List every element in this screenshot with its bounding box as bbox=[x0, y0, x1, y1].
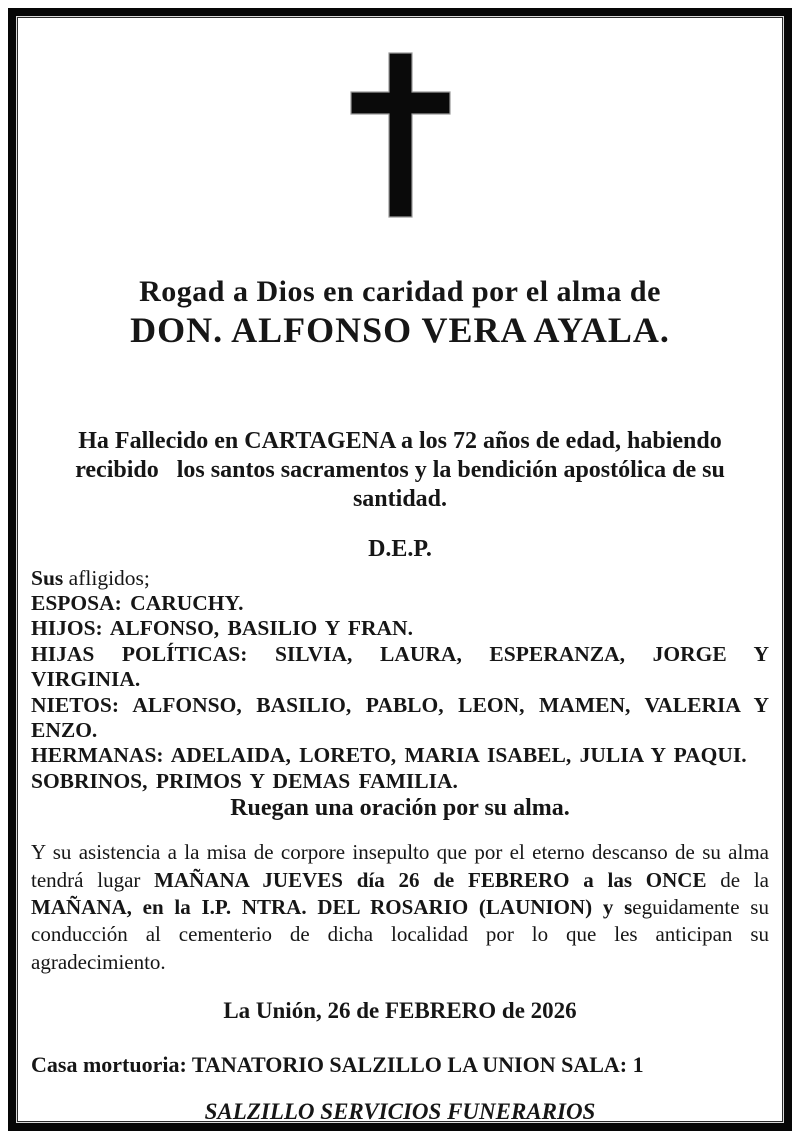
text-line: santidad. bbox=[352, 486, 448, 512]
text-line: HIJAS POLÍTICAS: SILVIA, LAURA, ESPERANZA, JORGE Y VIRGINIA. bbox=[31, 641, 769, 692]
invocation-line: Rogad a Dios en caridad por el alma de bbox=[139, 275, 661, 308]
text-line: ESPOSA: CARUCHY. bbox=[31, 591, 244, 615]
text-segment: eguidamente su conducción al cementerio de dicha localidad por lo que les anticipan su agradecimiento. bbox=[31, 895, 769, 974]
dateline: La Unión, 26 de FEBRERO de 2026 bbox=[223, 998, 577, 1024]
text-line: HERMANAS: ADELAIDA, LORETO, MARIA ISABEL, JULIA Y PAQUI. bbox=[31, 743, 747, 768]
prayer-line: Ruegan una oración por su alma. bbox=[230, 795, 570, 822]
text-line: HIJOS: ALFONSO, BASILIO Y FRAN. bbox=[31, 616, 413, 641]
funeral-details-paragraph bbox=[31, 839, 769, 976]
text-segment: MAÑANA, en la I.P. NTRA. DEL ROSARIO (LAUNION) y s bbox=[31, 895, 633, 920]
text-segment: afligidos; bbox=[63, 566, 150, 590]
border-frame bbox=[8, 8, 792, 1131]
funeral-home-name: SALZILLO SERVICIOS FUNERARIOS bbox=[204, 1099, 596, 1120]
mortuary-line: Casa mortuoria: TANATORIO SALZILLO LA UNION SALA: 1 bbox=[31, 1052, 644, 1078]
text-line: recibido los santos sacramentos y la bendición apostólica de su bbox=[75, 457, 725, 483]
text-segment: MAÑANA JUEVES día 26 de FEBRERO a las ONCE bbox=[154, 867, 707, 892]
family-list bbox=[31, 591, 769, 794]
text-segment: Sus bbox=[31, 566, 64, 590]
text-line: Ha Fallecido en CARTAGENA a los 72 años de edad, habiendo bbox=[78, 428, 722, 454]
text-line: SOBRINOS, PRIMOS Y DEMAS FAMILIA. bbox=[31, 768, 458, 793]
deceased-name: DON. ALFONSO VERA AYALA. bbox=[130, 310, 670, 350]
content-area bbox=[19, 19, 781, 1120]
family-intro bbox=[31, 566, 769, 591]
text-line: NIETOS: ALFONSO, BASILIO, PABLO, LEON, MAMEN, VALERIA Y ENZO. bbox=[31, 692, 769, 743]
dep-abbreviation: D.E.P. bbox=[368, 536, 432, 562]
cross-container bbox=[31, 52, 769, 218]
death-announcement bbox=[31, 427, 769, 514]
text-segment: Y su asistencia a la misa de corpore insepulto que por el eterno descanso de su alma tendrá lugar bbox=[31, 840, 769, 892]
cross-icon bbox=[350, 52, 451, 218]
text-segment: de la bbox=[706, 867, 769, 892]
